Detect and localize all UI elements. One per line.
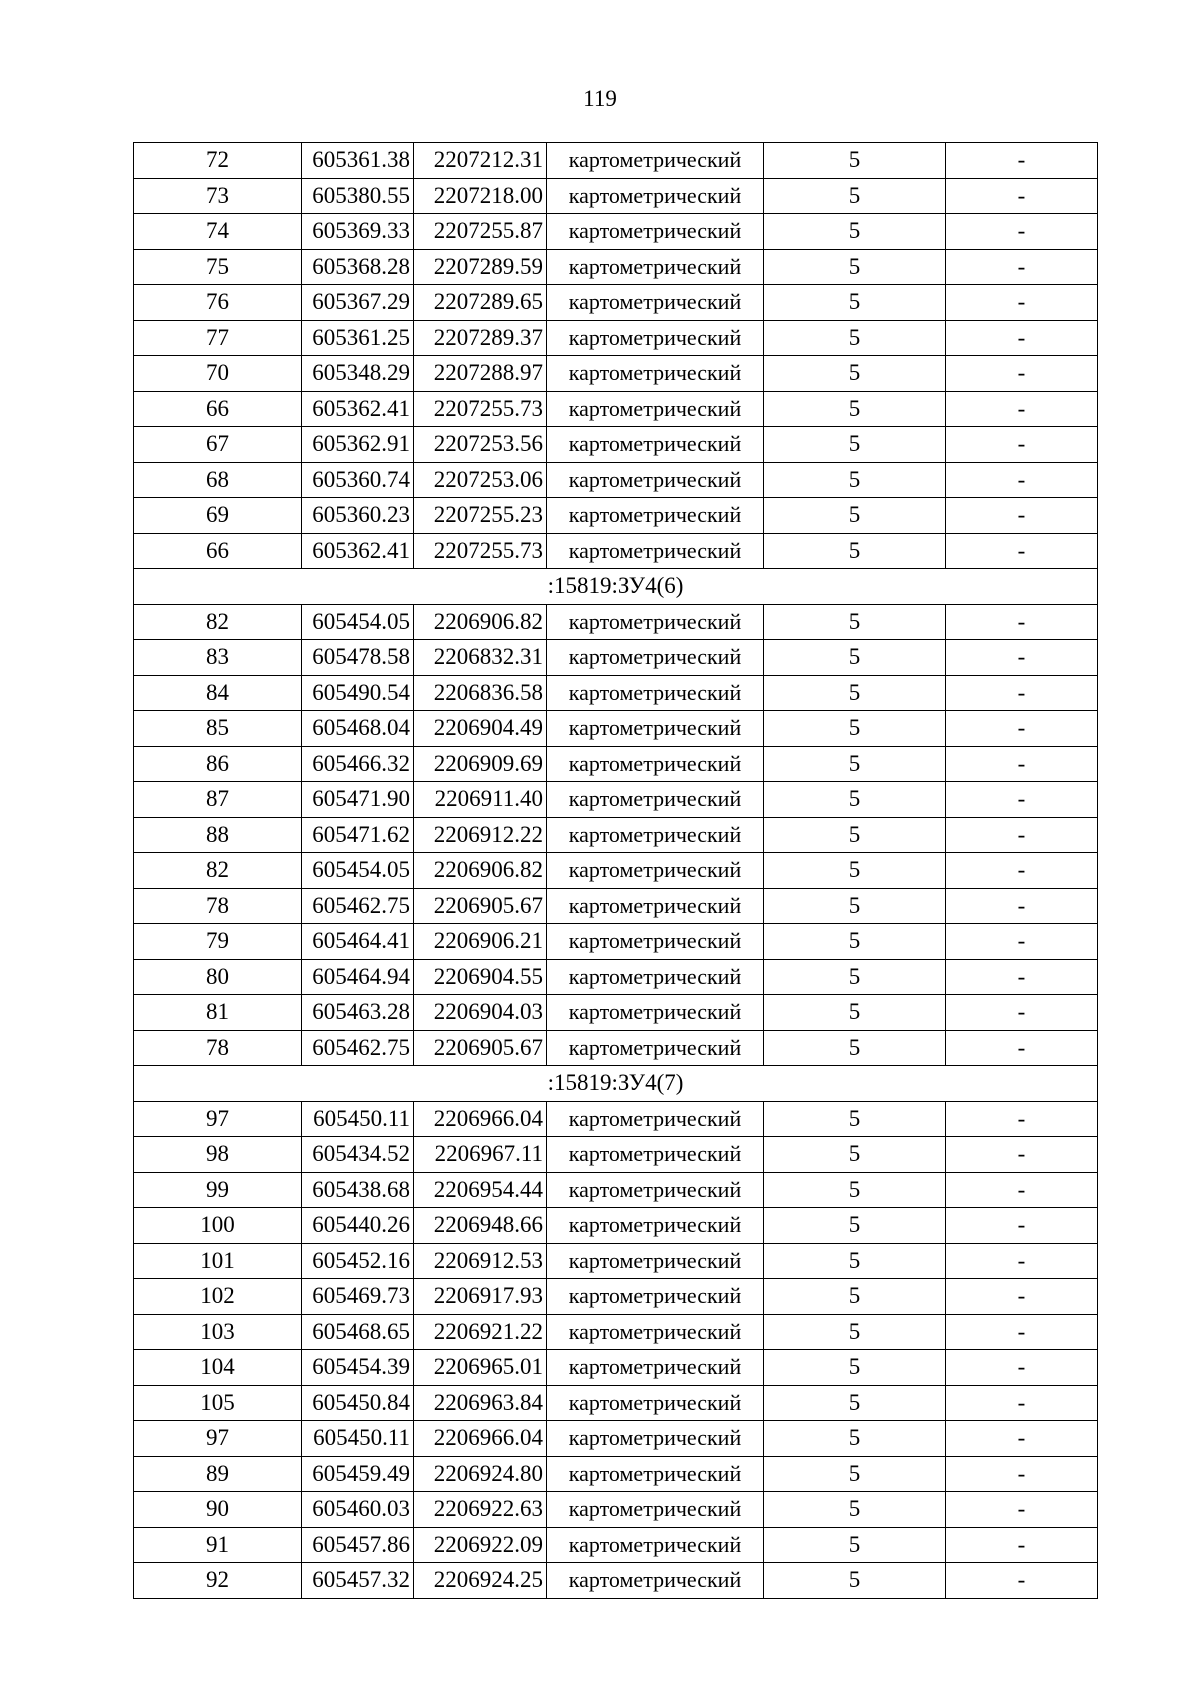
- accuracy-cell: 5: [764, 1208, 946, 1244]
- note-cell: -: [946, 143, 1098, 179]
- note-cell: -: [946, 249, 1098, 285]
- y-coordinate-cell: 2206921.22: [414, 1314, 547, 1350]
- table-row: [134, 888, 1098, 924]
- method-cell: картометрический: [547, 888, 764, 924]
- accuracy-cell: 5: [764, 711, 946, 747]
- table-row: [134, 817, 1098, 853]
- table-row: [134, 640, 1098, 676]
- y-coordinate-cell: 2206917.93: [414, 1279, 547, 1315]
- method-cell: картометрический: [547, 1172, 764, 1208]
- accuracy-cell: 5: [764, 746, 946, 782]
- x-coordinate-cell: 605348.29: [302, 356, 414, 392]
- note-cell: -: [946, 1172, 1098, 1208]
- table-row: [134, 853, 1098, 889]
- note-cell: -: [946, 285, 1098, 321]
- method-cell: картометрический: [547, 462, 764, 498]
- table-row: [134, 1137, 1098, 1173]
- method-cell: картометрический: [547, 640, 764, 676]
- point-number-cell: 84: [134, 675, 302, 711]
- table-row: [134, 1421, 1098, 1457]
- y-coordinate-cell: 2207255.87: [414, 214, 547, 250]
- note-cell: -: [946, 604, 1098, 640]
- point-number-cell: 104: [134, 1350, 302, 1386]
- accuracy-cell: 5: [764, 1172, 946, 1208]
- table-row: [134, 1492, 1098, 1528]
- table-row: [134, 320, 1098, 356]
- note-cell: -: [946, 1350, 1098, 1386]
- note-cell: -: [946, 711, 1098, 747]
- accuracy-cell: 5: [764, 143, 946, 179]
- x-coordinate-cell: 605454.39: [302, 1350, 414, 1386]
- method-cell: картометрический: [547, 391, 764, 427]
- y-coordinate-cell: 2206967.11: [414, 1137, 547, 1173]
- point-number-cell: 89: [134, 1456, 302, 1492]
- method-cell: картометрический: [547, 1137, 764, 1173]
- point-number-cell: 73: [134, 178, 302, 214]
- y-coordinate-cell: 2206906.82: [414, 853, 547, 889]
- accuracy-cell: 5: [764, 1492, 946, 1528]
- note-cell: -: [946, 427, 1098, 463]
- note-cell: -: [946, 1137, 1098, 1173]
- point-number-cell: 100: [134, 1208, 302, 1244]
- x-coordinate-cell: 605440.26: [302, 1208, 414, 1244]
- x-coordinate-cell: 605460.03: [302, 1492, 414, 1528]
- y-coordinate-cell: 2206954.44: [414, 1172, 547, 1208]
- note-cell: -: [946, 1421, 1098, 1457]
- table-row: [134, 1279, 1098, 1315]
- x-coordinate-cell: 605468.65: [302, 1314, 414, 1350]
- table-row: [134, 427, 1098, 463]
- y-coordinate-cell: 2206966.04: [414, 1421, 547, 1457]
- point-number-cell: 69: [134, 498, 302, 534]
- y-coordinate-cell: 2206924.80: [414, 1456, 547, 1492]
- note-cell: -: [946, 675, 1098, 711]
- note-cell: -: [946, 214, 1098, 250]
- x-coordinate-cell: 605459.49: [302, 1456, 414, 1492]
- y-coordinate-cell: 2207289.59: [414, 249, 547, 285]
- note-cell: -: [946, 1279, 1098, 1315]
- table-row: [134, 1527, 1098, 1563]
- y-coordinate-cell: 2206912.53: [414, 1243, 547, 1279]
- table-row: [134, 746, 1098, 782]
- table-row: [134, 462, 1098, 498]
- table-row: [134, 1208, 1098, 1244]
- x-coordinate-cell: 605361.25: [302, 320, 414, 356]
- y-coordinate-cell: 2207255.23: [414, 498, 547, 534]
- x-coordinate-cell: 605471.62: [302, 817, 414, 853]
- section-title: :15819:ЗУ4(7): [134, 1066, 1098, 1102]
- point-number-cell: 85: [134, 711, 302, 747]
- section-header-row: [134, 1066, 1098, 1102]
- y-coordinate-cell: 2207255.73: [414, 391, 547, 427]
- note-cell: -: [946, 746, 1098, 782]
- point-number-cell: 78: [134, 1030, 302, 1066]
- x-coordinate-cell: 605462.75: [302, 888, 414, 924]
- table-row: [134, 285, 1098, 321]
- point-number-cell: 70: [134, 356, 302, 392]
- y-coordinate-cell: 2206948.66: [414, 1208, 547, 1244]
- method-cell: картометрический: [547, 1421, 764, 1457]
- y-coordinate-cell: 2206832.31: [414, 640, 547, 676]
- accuracy-cell: 5: [764, 817, 946, 853]
- x-coordinate-cell: 605457.86: [302, 1527, 414, 1563]
- note-cell: -: [946, 995, 1098, 1031]
- table-row: [134, 1456, 1098, 1492]
- coordinates-table: [133, 142, 1098, 1599]
- accuracy-cell: 5: [764, 391, 946, 427]
- point-number-cell: 82: [134, 853, 302, 889]
- point-number-cell: 87: [134, 782, 302, 818]
- accuracy-cell: 5: [764, 462, 946, 498]
- accuracy-cell: 5: [764, 249, 946, 285]
- table-row: [134, 143, 1098, 179]
- accuracy-cell: 5: [764, 1137, 946, 1173]
- note-cell: -: [946, 1492, 1098, 1528]
- x-coordinate-cell: 605468.04: [302, 711, 414, 747]
- accuracy-cell: 5: [764, 1101, 946, 1137]
- table-row: [134, 604, 1098, 640]
- method-cell: картометрический: [547, 1350, 764, 1386]
- method-cell: картометрический: [547, 427, 764, 463]
- table-row: [134, 959, 1098, 995]
- note-cell: -: [946, 888, 1098, 924]
- table-row: [134, 1314, 1098, 1350]
- method-cell: картометрический: [547, 1243, 764, 1279]
- point-number-cell: 86: [134, 746, 302, 782]
- x-coordinate-cell: 605434.52: [302, 1137, 414, 1173]
- y-coordinate-cell: 2206904.03: [414, 995, 547, 1031]
- accuracy-cell: 5: [764, 640, 946, 676]
- point-number-cell: 66: [134, 391, 302, 427]
- method-cell: картометрический: [547, 285, 764, 321]
- accuracy-cell: 5: [764, 1030, 946, 1066]
- x-coordinate-cell: 605454.05: [302, 604, 414, 640]
- accuracy-cell: 5: [764, 959, 946, 995]
- note-cell: -: [946, 817, 1098, 853]
- accuracy-cell: 5: [764, 285, 946, 321]
- method-cell: картометрический: [547, 604, 764, 640]
- point-number-cell: 97: [134, 1101, 302, 1137]
- accuracy-cell: 5: [764, 995, 946, 1031]
- table-row: [134, 356, 1098, 392]
- method-cell: картометрический: [547, 178, 764, 214]
- accuracy-cell: 5: [764, 853, 946, 889]
- accuracy-cell: 5: [764, 1314, 946, 1350]
- point-number-cell: 75: [134, 249, 302, 285]
- accuracy-cell: 5: [764, 675, 946, 711]
- table-row: [134, 1030, 1098, 1066]
- point-number-cell: 66: [134, 533, 302, 569]
- table-row: [134, 214, 1098, 250]
- coordinates-table-body: [134, 143, 1098, 1599]
- point-number-cell: 99: [134, 1172, 302, 1208]
- y-coordinate-cell: 2206836.58: [414, 675, 547, 711]
- table-row: [134, 924, 1098, 960]
- method-cell: картометрический: [547, 1279, 764, 1315]
- method-cell: картометрический: [547, 1563, 764, 1599]
- y-coordinate-cell: 2206922.09: [414, 1527, 547, 1563]
- y-coordinate-cell: 2206906.82: [414, 604, 547, 640]
- method-cell: картометрический: [547, 1030, 764, 1066]
- accuracy-cell: 5: [764, 498, 946, 534]
- x-coordinate-cell: 605367.29: [302, 285, 414, 321]
- point-number-cell: 72: [134, 143, 302, 179]
- method-cell: картометрический: [547, 498, 764, 534]
- y-coordinate-cell: 2206965.01: [414, 1350, 547, 1386]
- x-coordinate-cell: 605490.54: [302, 675, 414, 711]
- point-number-cell: 97: [134, 1421, 302, 1457]
- accuracy-cell: 5: [764, 1243, 946, 1279]
- method-cell: картометрический: [547, 924, 764, 960]
- method-cell: картометрический: [547, 959, 764, 995]
- accuracy-cell: 5: [764, 1456, 946, 1492]
- method-cell: картометрический: [547, 995, 764, 1031]
- x-coordinate-cell: 605450.11: [302, 1421, 414, 1457]
- x-coordinate-cell: 605361.38: [302, 143, 414, 179]
- y-coordinate-cell: 2207289.37: [414, 320, 547, 356]
- note-cell: -: [946, 462, 1098, 498]
- x-coordinate-cell: 605452.16: [302, 1243, 414, 1279]
- table-row: [134, 995, 1098, 1031]
- point-number-cell: 91: [134, 1527, 302, 1563]
- point-number-cell: 90: [134, 1492, 302, 1528]
- note-cell: -: [946, 1563, 1098, 1599]
- y-coordinate-cell: 2206904.49: [414, 711, 547, 747]
- table-row: [134, 178, 1098, 214]
- note-cell: -: [946, 498, 1098, 534]
- accuracy-cell: 5: [764, 427, 946, 463]
- table-row: [134, 498, 1098, 534]
- x-coordinate-cell: 605362.91: [302, 427, 414, 463]
- note-cell: -: [946, 1030, 1098, 1066]
- note-cell: -: [946, 320, 1098, 356]
- y-coordinate-cell: 2206904.55: [414, 959, 547, 995]
- x-coordinate-cell: 605462.75: [302, 1030, 414, 1066]
- note-cell: -: [946, 1385, 1098, 1421]
- accuracy-cell: 5: [764, 533, 946, 569]
- point-number-cell: 98: [134, 1137, 302, 1173]
- note-cell: -: [946, 391, 1098, 427]
- accuracy-cell: 5: [764, 1279, 946, 1315]
- note-cell: -: [946, 533, 1098, 569]
- table-row: [134, 1243, 1098, 1279]
- y-coordinate-cell: 2207212.31: [414, 143, 547, 179]
- section-title: :15819:ЗУ4(6): [134, 569, 1098, 605]
- table-row: [134, 249, 1098, 285]
- method-cell: картометрический: [547, 1208, 764, 1244]
- y-coordinate-cell: 2206906.21: [414, 924, 547, 960]
- accuracy-cell: 5: [764, 1385, 946, 1421]
- accuracy-cell: 5: [764, 1527, 946, 1563]
- x-coordinate-cell: 605478.58: [302, 640, 414, 676]
- note-cell: -: [946, 356, 1098, 392]
- y-coordinate-cell: 2207253.06: [414, 462, 547, 498]
- note-cell: -: [946, 782, 1098, 818]
- point-number-cell: 105: [134, 1385, 302, 1421]
- y-coordinate-cell: 2207255.73: [414, 533, 547, 569]
- method-cell: картометрический: [547, 249, 764, 285]
- point-number-cell: 76: [134, 285, 302, 321]
- point-number-cell: 101: [134, 1243, 302, 1279]
- method-cell: картометрический: [547, 782, 764, 818]
- accuracy-cell: 5: [764, 320, 946, 356]
- table-row: [134, 1563, 1098, 1599]
- x-coordinate-cell: 605362.41: [302, 391, 414, 427]
- method-cell: картометрический: [547, 1385, 764, 1421]
- y-coordinate-cell: 2206909.69: [414, 746, 547, 782]
- accuracy-cell: 5: [764, 1421, 946, 1457]
- table-row: [134, 533, 1098, 569]
- x-coordinate-cell: 605464.94: [302, 959, 414, 995]
- point-number-cell: 81: [134, 995, 302, 1031]
- note-cell: -: [946, 1208, 1098, 1244]
- table-row: [134, 1350, 1098, 1386]
- method-cell: картометрический: [547, 214, 764, 250]
- y-coordinate-cell: 2207218.00: [414, 178, 547, 214]
- x-coordinate-cell: 605360.23: [302, 498, 414, 534]
- accuracy-cell: 5: [764, 604, 946, 640]
- method-cell: картометрический: [547, 746, 764, 782]
- method-cell: картометрический: [547, 675, 764, 711]
- accuracy-cell: 5: [764, 356, 946, 392]
- accuracy-cell: 5: [764, 178, 946, 214]
- point-number-cell: 74: [134, 214, 302, 250]
- point-number-cell: 102: [134, 1279, 302, 1315]
- note-cell: -: [946, 178, 1098, 214]
- note-cell: -: [946, 959, 1098, 995]
- point-number-cell: 78: [134, 888, 302, 924]
- x-coordinate-cell: 605464.41: [302, 924, 414, 960]
- method-cell: картометрический: [547, 320, 764, 356]
- x-coordinate-cell: 605380.55: [302, 178, 414, 214]
- method-cell: картометрический: [547, 817, 764, 853]
- accuracy-cell: 5: [764, 924, 946, 960]
- table-row: [134, 675, 1098, 711]
- point-number-cell: 82: [134, 604, 302, 640]
- method-cell: картометрический: [547, 853, 764, 889]
- table-row: [134, 1172, 1098, 1208]
- note-cell: -: [946, 924, 1098, 960]
- table-row: [134, 711, 1098, 747]
- method-cell: картометрический: [547, 1456, 764, 1492]
- x-coordinate-cell: 605466.32: [302, 746, 414, 782]
- table-row: [134, 1385, 1098, 1421]
- method-cell: картометрический: [547, 1492, 764, 1528]
- x-coordinate-cell: 605454.05: [302, 853, 414, 889]
- table-row: [134, 1101, 1098, 1137]
- page-number: 119: [583, 86, 617, 111]
- section-header-row: [134, 569, 1098, 605]
- accuracy-cell: 5: [764, 888, 946, 924]
- y-coordinate-cell: 2206924.25: [414, 1563, 547, 1599]
- note-cell: -: [946, 1456, 1098, 1492]
- y-coordinate-cell: 2206911.40: [414, 782, 547, 818]
- method-cell: картометрический: [547, 1527, 764, 1563]
- point-number-cell: 67: [134, 427, 302, 463]
- point-number-cell: 92: [134, 1563, 302, 1599]
- y-coordinate-cell: 2206963.84: [414, 1385, 547, 1421]
- y-coordinate-cell: 2206905.67: [414, 888, 547, 924]
- method-cell: картометрический: [547, 711, 764, 747]
- x-coordinate-cell: 605450.84: [302, 1385, 414, 1421]
- note-cell: -: [946, 1101, 1098, 1137]
- note-cell: -: [946, 853, 1098, 889]
- x-coordinate-cell: 605368.28: [302, 249, 414, 285]
- y-coordinate-cell: 2207288.97: [414, 356, 547, 392]
- method-cell: картометрический: [547, 143, 764, 179]
- note-cell: -: [946, 1527, 1098, 1563]
- accuracy-cell: 5: [764, 1350, 946, 1386]
- x-coordinate-cell: 605471.90: [302, 782, 414, 818]
- method-cell: картометрический: [547, 356, 764, 392]
- point-number-cell: 80: [134, 959, 302, 995]
- point-number-cell: 68: [134, 462, 302, 498]
- y-coordinate-cell: 2206912.22: [414, 817, 547, 853]
- x-coordinate-cell: 605438.68: [302, 1172, 414, 1208]
- method-cell: картометрический: [547, 533, 764, 569]
- point-number-cell: 88: [134, 817, 302, 853]
- point-number-cell: 103: [134, 1314, 302, 1350]
- x-coordinate-cell: 605469.73: [302, 1279, 414, 1315]
- point-number-cell: 79: [134, 924, 302, 960]
- note-cell: -: [946, 1243, 1098, 1279]
- table-row: [134, 391, 1098, 427]
- accuracy-cell: 5: [764, 1563, 946, 1599]
- x-coordinate-cell: 605463.28: [302, 995, 414, 1031]
- method-cell: картометрический: [547, 1314, 764, 1350]
- y-coordinate-cell: 2207289.65: [414, 285, 547, 321]
- method-cell: картометрический: [547, 1101, 764, 1137]
- x-coordinate-cell: 605450.11: [302, 1101, 414, 1137]
- y-coordinate-cell: 2206966.04: [414, 1101, 547, 1137]
- accuracy-cell: 5: [764, 782, 946, 818]
- note-cell: -: [946, 1314, 1098, 1350]
- x-coordinate-cell: 605369.33: [302, 214, 414, 250]
- y-coordinate-cell: 2207253.56: [414, 427, 547, 463]
- x-coordinate-cell: 605360.74: [302, 462, 414, 498]
- table-row: [134, 782, 1098, 818]
- note-cell: -: [946, 640, 1098, 676]
- x-coordinate-cell: 605457.32: [302, 1563, 414, 1599]
- x-coordinate-cell: 605362.41: [302, 533, 414, 569]
- y-coordinate-cell: 2206922.63: [414, 1492, 547, 1528]
- y-coordinate-cell: 2206905.67: [414, 1030, 547, 1066]
- point-number-cell: 77: [134, 320, 302, 356]
- point-number-cell: 83: [134, 640, 302, 676]
- accuracy-cell: 5: [764, 214, 946, 250]
